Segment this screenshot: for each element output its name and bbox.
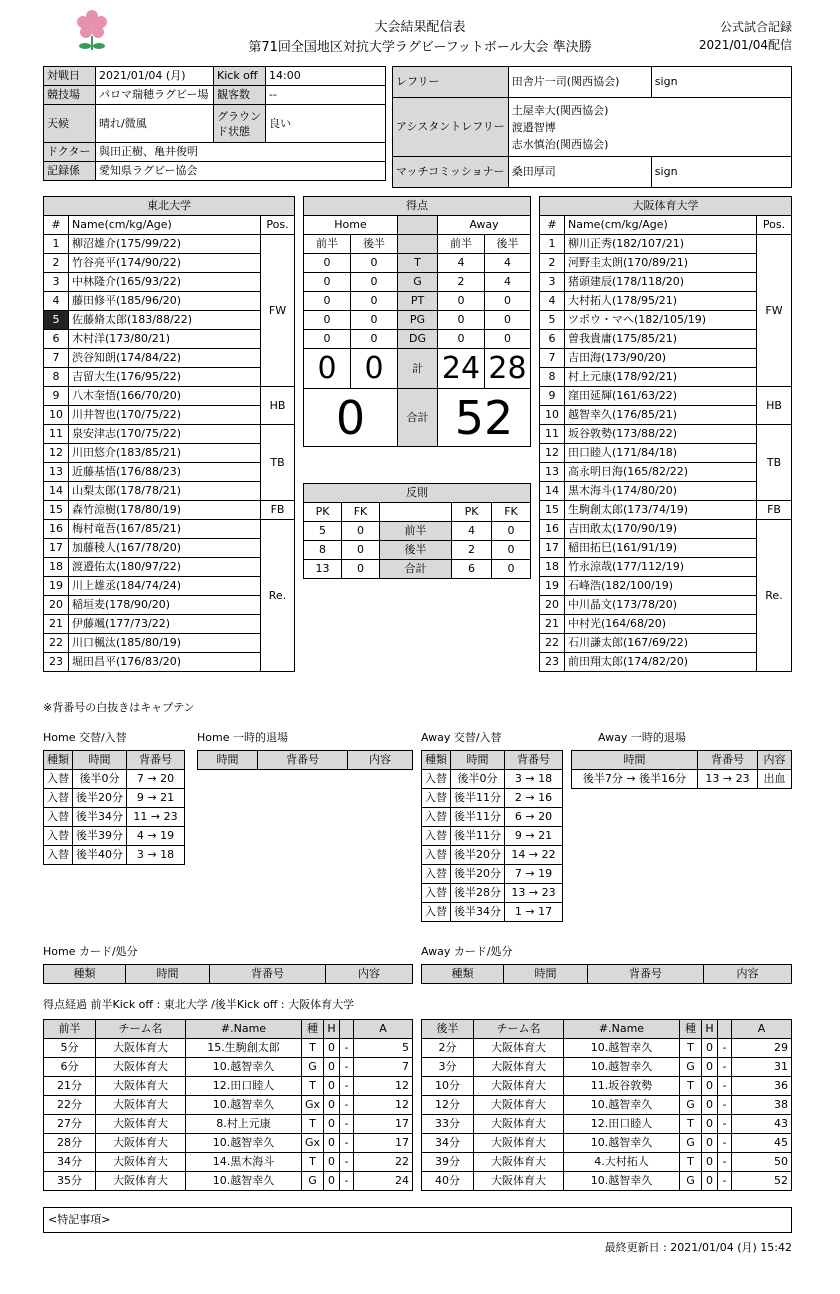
roster-row: 3 中林隆介(165/93/22) bbox=[44, 273, 295, 292]
last-updated: 最終更新日 : 2021/01/04 (月) 15:42 bbox=[604, 1241, 792, 1254]
progress-title: 得点経過 前半Kick off : 東北大学 /後半Kick off : 大阪体育大学 bbox=[43, 998, 355, 1011]
roster-row: 20 稲垣麦(178/90/20) bbox=[44, 596, 295, 615]
home-cards-title: Home カード/処分 bbox=[43, 945, 138, 958]
roster-row: 5 佐藤脩太郎(183/88/22) bbox=[44, 311, 295, 330]
roster-row: 8 村上元康(178/92/21) bbox=[540, 368, 792, 387]
doc-title: 大会結果配信表 bbox=[374, 20, 466, 35]
sub-row: 入替 後半20分 14 → 22 bbox=[422, 846, 563, 865]
roster-row: 7 吉田海(173/90/20) bbox=[540, 349, 792, 368]
roster-row: 5 ツポウ・マヘ(182/105/19) bbox=[540, 311, 792, 330]
home-temp-table: 時間 背番号 内容 bbox=[197, 750, 413, 770]
away-temp-table: 時間 背番号 内容 後半7分 → 後半16分 13 → 23 出血 bbox=[571, 750, 792, 789]
progress-row: 28分 大阪体育大 10.越智幸久 Gx 0 - 17 bbox=[44, 1134, 413, 1153]
score-row: 0 0 PG 0 0 bbox=[304, 311, 531, 330]
roster-row: 2 河野圭太朗(170/89/21) bbox=[540, 254, 792, 273]
roster-row: 13 高永明日海(165/82/22) bbox=[540, 463, 792, 482]
sub-row: 入替 後半11分 2 → 16 bbox=[422, 789, 563, 808]
roster-row: 21 中村光(164/68/20) bbox=[540, 615, 792, 634]
second-half-progress: 後半 チーム名 #.Name 種 H A 2分 大阪体育大 10.越智幸久 T 0 - 29 3分 大阪体育大 10.越智幸久 G 0 - 31 10分 大阪体育大 11.坂谷敦勢 T 0 - 36 12分 大阪体育大 10.越智幸久 G 0 - 38 33分 大阪体育大 12.田口睦人 T 0 - 43 34分 大阪体育大 10.越智幸久 G 0 - 45 39分 大阪体育大 4.大村拓人 T 0 - 50 40分 大阪体育大 10.越智幸久 G 0 - 52 bbox=[421, 1019, 792, 1191]
roster-row: 7 渋谷知朗(174/84/22) bbox=[44, 349, 295, 368]
roster-row: 17 稲田拓巳(161/91/19) bbox=[540, 539, 792, 558]
roster-row: 15 森竹涼樹(178/80/19) FB bbox=[44, 501, 295, 520]
roster-row: 11 坂谷敦勢(173/88/22) TB bbox=[540, 425, 792, 444]
position-group: FB bbox=[261, 501, 295, 520]
progress-row: 5分 大阪体育大 15.生駒創太郎 T 0 - 5 bbox=[44, 1039, 413, 1058]
logo bbox=[72, 8, 112, 54]
roster-row: 3 猪頭建辰(178/118/20) bbox=[540, 273, 792, 292]
home-roster: 東北大学 # Name(cm/kg/Age) Pos. 1 柳沼雄介(175/99/22) FW 2 竹谷亮平(174/90/22) 3 中林隆介(165/93/22) 4 藤田修平(185/96/20) 5 佐藤脩太郎(183/88/22) 6 木村洋(173/80/21) 7 渋谷知朗(174/84/22) 8 吉留大生(176/95/22) 9 八木奎悟(166/70/20) HB 10 川井智也(170/75/22) 11 泉安津志(170/75/22) TB 12 川田悠介(183/85/21) 13 近藤基悟(176/88/23) 14 山梨太郎(178/78/21) 15 森竹涼樹(178/80/19) FB 16 梅村竜吾(167/85/21) Re. 17 加藤稜人(167/78/20) 18 渡邉佑太(180/97/22) 19 川上雄丞(184/74/24) 20 稲垣麦(178/90/20) 21 伊藤颯(177/73/22) 22 川口楓汰(185/80/19) 23 堀田昌平(176/83/20) bbox=[43, 196, 295, 672]
foul-row: 13 0 合計 6 0 bbox=[304, 560, 531, 579]
progress-row: 6分 大阪体育大 10.越智幸久 G 0 - 7 bbox=[44, 1058, 413, 1077]
roster-row: 17 加藤稜人(167/78/20) bbox=[44, 539, 295, 558]
position-group: FB bbox=[757, 501, 792, 520]
roster-row: 4 大村拓人(178/95/21) bbox=[540, 292, 792, 311]
progress-row: 33分 大阪体育大 12.田口睦人 T 0 - 43 bbox=[422, 1115, 792, 1134]
position-group: HB bbox=[757, 387, 792, 425]
roster-row: 11 泉安津志(170/75/22) TB bbox=[44, 425, 295, 444]
away-subs-table: 種類 時間 背番号 入替 後半0分 3 → 18 入替 後半11分 2 → 16 入替 後半11分 6 → 20 入替 後半11分 9 → 21 入替 後半20分 14 → 22 入替 後半20分 7 → 19 入替 後半28分 13 → 23 入替 後半34分 1 → 17 bbox=[421, 750, 563, 922]
roster-row: 10 川井智也(170/75/22) bbox=[44, 406, 295, 425]
sub-row: 入替 後半11分 6 → 20 bbox=[422, 808, 563, 827]
score-table: 得点 Home Away 前半 後半 前半 後半 0 0 T 4 4 0 0 G 2 4 0 0 PT 0 0 0 0 PG 0 0 0 0 DG 0 0 0 0 計 24 28 0 合計 52 bbox=[303, 196, 531, 447]
progress-row: 34分 大阪体育大 14.黒木海斗 T 0 - 22 bbox=[44, 1153, 413, 1172]
away-cards-table: 種類 時間 背番号 内容 bbox=[421, 964, 792, 984]
sub-row: 入替 後半28分 13 → 23 bbox=[422, 884, 563, 903]
progress-row: 22分 大阪体育大 10.越智幸久 Gx 0 - 12 bbox=[44, 1096, 413, 1115]
sub-row: 入替 後半11分 9 → 21 bbox=[422, 827, 563, 846]
roster-row: 14 山梨太郎(178/78/21) bbox=[44, 482, 295, 501]
home-subs-title: Home 交替/入替 bbox=[43, 731, 127, 744]
sub-row: 入替 後半40分 3 → 18 bbox=[44, 846, 185, 865]
roster-row: 12 田口睦人(171/84/18) bbox=[540, 444, 792, 463]
progress-row: 35分 大阪体育大 10.越智幸久 G 0 - 24 bbox=[44, 1172, 413, 1191]
roster-row: 16 梅村竜吾(167/85/21) Re. bbox=[44, 520, 295, 539]
progress-row: 2分 大阪体育大 10.越智幸久 T 0 - 29 bbox=[422, 1039, 792, 1058]
sub-row: 入替 後半34分 11 → 23 bbox=[44, 808, 185, 827]
foul-row: 5 0 前半 4 0 bbox=[304, 522, 531, 541]
roster-row: 16 吉田敢太(170/90/19) Re. bbox=[540, 520, 792, 539]
away-temp-title: Away 一時的退場 bbox=[598, 731, 686, 744]
roster-row: 19 川上雄丞(184/74/24) bbox=[44, 577, 295, 596]
sub-row: 入替 後半20分 9 → 21 bbox=[44, 789, 185, 808]
roster-row: 10 越智幸久(176/85/21) bbox=[540, 406, 792, 425]
progress-row: 39分 大阪体育大 4.大村拓人 T 0 - 50 bbox=[422, 1153, 792, 1172]
away-cards-title: Away カード/処分 bbox=[421, 945, 513, 958]
roster-row: 23 堀田昌平(176/83/20) bbox=[44, 653, 295, 672]
score-row: 0 0 G 2 4 bbox=[304, 273, 531, 292]
position-group: Re. bbox=[261, 520, 295, 672]
sub-row: 入替 後半39分 4 → 19 bbox=[44, 827, 185, 846]
sub-row: 入替 後半0分 3 → 18 bbox=[422, 770, 563, 789]
foul-row: 8 0 後半 2 0 bbox=[304, 541, 531, 560]
progress-row: 12分 大阪体育大 10.越智幸久 G 0 - 38 bbox=[422, 1096, 792, 1115]
score-row: 0 0 PT 0 0 bbox=[304, 292, 531, 311]
position-group: FW bbox=[261, 235, 295, 387]
roster-row: 15 生駒創太郎(173/74/19) FB bbox=[540, 501, 792, 520]
roster-row: 1 柳沼雄介(175/99/22) FW bbox=[44, 235, 295, 254]
roster-row: 22 石川謙太郎(167/69/22) bbox=[540, 634, 792, 653]
roster-row: 20 中川晶文(173/78/20) bbox=[540, 596, 792, 615]
roster-row: 2 竹谷亮平(174/90/22) bbox=[44, 254, 295, 273]
roster-row: 23 前田翔太郎(174/82/20) bbox=[540, 653, 792, 672]
roster-row: 18 渡邉佑太(180/97/22) bbox=[44, 558, 295, 577]
roster-row: 21 伊藤颯(177/73/22) bbox=[44, 615, 295, 634]
home-cards-table: 種類 時間 背番号 内容 bbox=[43, 964, 413, 984]
roster-row: 6 木村洋(173/80/21) bbox=[44, 330, 295, 349]
progress-row: 21分 大阪体育大 12.田口睦人 T 0 - 12 bbox=[44, 1077, 413, 1096]
roster-row: 1 柳川正秀(182/107/21) FW bbox=[540, 235, 792, 254]
progress-row: 10分 大阪体育大 11.坂谷敦勢 T 0 - 36 bbox=[422, 1077, 792, 1096]
position-group: TB bbox=[757, 425, 792, 501]
home-temp-title: Home 一時的退場 bbox=[197, 731, 288, 744]
officials-table: レフリー 田舎片一司(関西協会) sign アシスタントレフリー 土屋幸大(関西協会) 渡邉智博 志水慎治(関西協会) マッチコミッショナー 桑田厚司 sign bbox=[392, 66, 792, 188]
roster-row: 6 曽我貴庸(175/85/21) bbox=[540, 330, 792, 349]
sub-row: 入替 後半0分 7 → 20 bbox=[44, 770, 185, 789]
position-group: TB bbox=[261, 425, 295, 501]
progress-row: 40分 大阪体育大 10.越智幸久 G 0 - 52 bbox=[422, 1172, 792, 1191]
sub-row: 入替 後半34分 1 → 17 bbox=[422, 903, 563, 922]
position-group: Re. bbox=[757, 520, 792, 672]
fouls-table: 反則 PK FK PK FK 5 0 前半 4 0 8 0 後半 2 0 13 0 合計 6 0 bbox=[303, 483, 531, 579]
position-group: FW bbox=[757, 235, 792, 387]
away-roster: 大阪体育大学 # Name(cm/kg/Age) Pos. 1 柳川正秀(182/107/21) FW 2 河野圭太朗(170/89/21) 3 猪頭建辰(178/118/20) 4 大村拓人(178/95/21) 5 ツポウ・マヘ(182/105/19) 6 曽我貴庸(175/85/21) 7 吉田海(173/90/20) 8 村上元康(178/92/21) 9 窪田延輝(161/63/22) HB 10 越智幸久(176/85/21) 11 坂谷敦勢(173/88/22) TB 12 田口睦人(171/84/18) 13 高永明日海(165/82/22) 14 黒木海斗(174/80/20) 15 生駒創太郎(173/74/19) FB 16 吉田敢太(170/90/19) Re. 17 稲田拓巳(161/91/19) 18 竹永涼哉(177/112/19) 19 石峰浩(182/100/19) 20 中川晶文(173/78/20) 21 中村光(164/68/20) 22 石川謙太郎(167/69/22) 23 前田翔太郎(174/82/20) bbox=[539, 196, 792, 672]
roster-row: 12 川田悠介(183/85/21) bbox=[44, 444, 295, 463]
progress-row: 27分 大阪体育大 8.村上元康 T 0 - 17 bbox=[44, 1115, 413, 1134]
roster-row: 22 川口楓汰(185/80/19) bbox=[44, 634, 295, 653]
tournament-title: 第71回全国地区対抗大学ラグビーフットボール大会 準決勝 bbox=[248, 40, 592, 55]
match-info-table: 対戦日 2021/01/04 (月) Kick off 14:00 競技場 パロマ瑞穂ラグビー場 観客数 -- 天候 晴れ/微風 グラウンド状態 良い ドクター 與田正樹、亀井俊明 記録係 愛知県ラグビー協会 bbox=[43, 66, 386, 181]
progress-row: 3分 大阪体育大 10.越智幸久 G 0 - 31 bbox=[422, 1058, 792, 1077]
captain-note: ※背番号の白抜きはキャプテン bbox=[43, 701, 195, 714]
roster-row: 9 窪田延輝(161/63/22) HB bbox=[540, 387, 792, 406]
roster-row: 8 吉留大生(176/95/22) bbox=[44, 368, 295, 387]
delivery-date: 2021/01/04配信 bbox=[698, 38, 792, 52]
away-subs-title: Away 交替/入替 bbox=[421, 731, 502, 744]
progress-row: 34分 大阪体育大 10.越智幸久 G 0 - 45 bbox=[422, 1134, 792, 1153]
roster-row: 18 竹永涼哉(177/112/19) bbox=[540, 558, 792, 577]
special-notes: <特記事項> bbox=[43, 1207, 792, 1233]
position-group: HB bbox=[261, 387, 295, 425]
official-record: 公式試合記録 bbox=[719, 20, 792, 34]
score-row: 0 0 DG 0 0 bbox=[304, 330, 531, 349]
roster-row: 4 藤田修平(185/96/20) bbox=[44, 292, 295, 311]
roster-row: 19 石峰浩(182/100/19) bbox=[540, 577, 792, 596]
score-row: 0 0 T 4 4 bbox=[304, 254, 531, 273]
roster-row: 14 黒木海斗(174/80/20) bbox=[540, 482, 792, 501]
sub-row: 入替 後半20分 7 → 19 bbox=[422, 865, 563, 884]
home-subs-table: 種類 時間 背番号 入替 後半0分 7 → 20 入替 後半20分 9 → 21 入替 後半34分 11 → 23 入替 後半39分 4 → 19 入替 後半40分 3 → 18 bbox=[43, 750, 185, 865]
roster-row: 13 近藤基悟(176/88/23) bbox=[44, 463, 295, 482]
first-half-progress: 前半 チーム名 #.Name 種 H A 5分 大阪体育大 15.生駒創太郎 T 0 - 5 6分 大阪体育大 10.越智幸久 G 0 - 7 21分 大阪体育大 12.田口睦人 T 0 - 12 22分 大阪体育大 10.越智幸久 Gx 0 - 12 27分 大阪体育大 8.村上元康 T 0 - 17 28分 大阪体育大 10.越智幸久 Gx 0 - 17 34分 大阪体育大 14.黒木海斗 T 0 - 22 35分 大阪体育大 10.越智幸久 G 0 - 24 bbox=[43, 1019, 413, 1191]
roster-row: 9 八木奎悟(166/70/20) HB bbox=[44, 387, 295, 406]
